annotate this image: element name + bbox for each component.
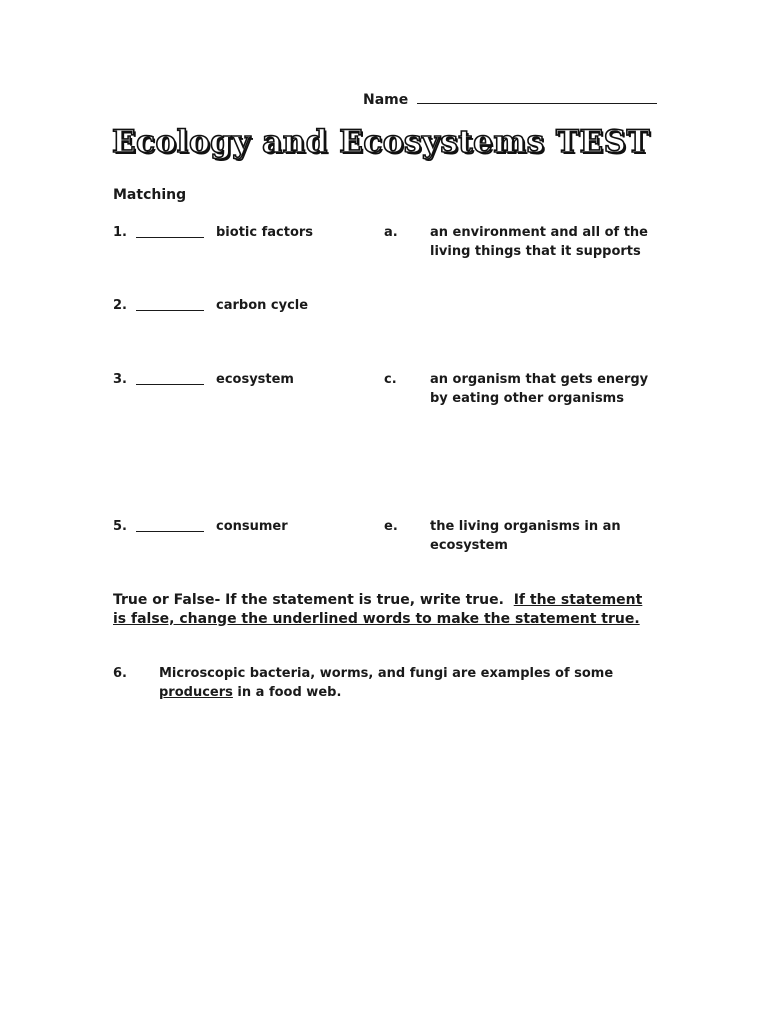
matching-heading: Matching xyxy=(113,187,187,203)
question-number: 6. xyxy=(113,666,127,681)
name-field[interactable] xyxy=(363,89,657,108)
definition-letter: c. xyxy=(384,372,397,387)
definition: an organism that gets energy by eating other organisms xyxy=(430,372,649,406)
question-number: 2. xyxy=(113,298,127,313)
underlined-word: producers xyxy=(159,684,233,700)
name-blank[interactable] xyxy=(417,89,657,104)
answer-blank[interactable] xyxy=(136,237,204,238)
question-number: 1. xyxy=(113,225,127,240)
definition-letter: e. xyxy=(384,519,398,534)
instruction-underlined: If the statement is false, change the underlined words to make the statement true. xyxy=(113,592,643,627)
term: biotic factors xyxy=(216,225,314,240)
term: consumer xyxy=(216,519,288,534)
term: ecosystem xyxy=(216,372,294,387)
term: carbon cycle xyxy=(216,298,309,313)
instruction-plain: True or False- If the statement is true, write true. xyxy=(113,592,504,608)
question-number: 5. xyxy=(113,519,127,534)
question-text xyxy=(159,665,654,702)
page-title: Ecology and Ecosystems TEST xyxy=(112,124,651,160)
definition: an environment and all of the living things that it supports xyxy=(430,225,648,259)
question-text-after: in a food web. xyxy=(237,684,342,700)
answer-blank[interactable] xyxy=(136,310,204,311)
definition: the living organisms in an ecosystem xyxy=(430,519,621,553)
answer-blank[interactable] xyxy=(136,531,204,532)
true-false-instructions xyxy=(113,591,653,628)
question-number: 3. xyxy=(113,372,127,387)
question-text-before: Microscopic bacteria, worms, and fungi are examples of some xyxy=(159,666,614,681)
definition-letter: a. xyxy=(384,225,398,240)
answer-blank[interactable] xyxy=(136,384,204,385)
name-label: Name xyxy=(363,92,409,108)
